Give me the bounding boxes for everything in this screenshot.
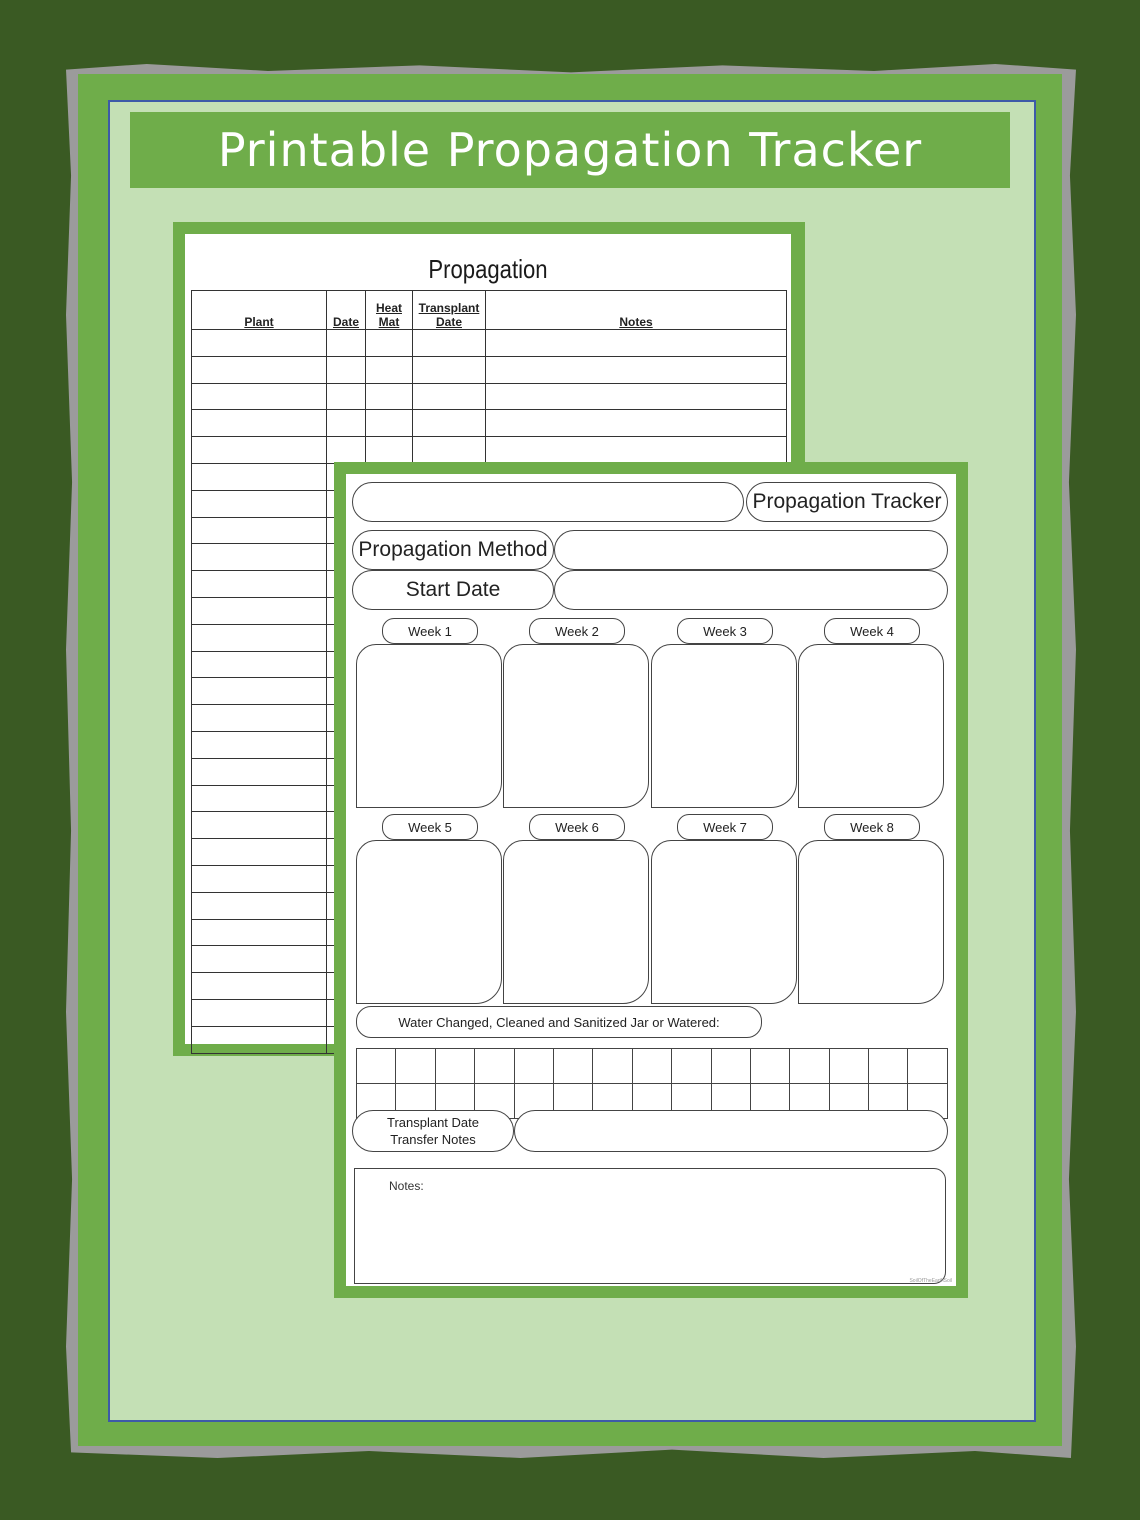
log-cell[interactable] [327, 356, 366, 383]
log-cell[interactable] [327, 410, 366, 437]
grid-cell[interactable] [475, 1049, 514, 1084]
week-label-1: Week 1 [382, 618, 478, 644]
log-cell[interactable] [192, 678, 327, 705]
log-title: Propagation [428, 254, 548, 284]
log-cell[interactable] [486, 437, 787, 464]
grid-cell[interactable] [435, 1049, 474, 1084]
log-cell[interactable] [327, 383, 366, 410]
log-cell[interactable] [192, 383, 327, 410]
log-cell[interactable] [366, 330, 413, 357]
week-box-4[interactable] [798, 644, 944, 808]
log-cell[interactable] [327, 330, 366, 357]
log-cell[interactable] [413, 356, 486, 383]
log-header-row [192, 291, 787, 330]
log-cell[interactable] [192, 490, 327, 517]
grid-cell[interactable] [750, 1049, 789, 1084]
col-heat-mat: Heat Mat [366, 291, 413, 330]
transplant-label-line2: Transfer Notes [390, 1132, 476, 1147]
week-box-5[interactable] [356, 840, 502, 1004]
log-cell[interactable] [192, 356, 327, 383]
tracker-header-label: Propagation Tracker [746, 482, 948, 522]
log-cell[interactable] [192, 544, 327, 571]
week-label-6: Week 6 [529, 814, 625, 840]
log-cell[interactable] [192, 812, 327, 839]
week-label-3: Week 3 [677, 618, 773, 644]
notes-box[interactable] [354, 1168, 946, 1284]
week-label-8: Week 8 [824, 814, 920, 840]
grid-cell[interactable] [711, 1049, 750, 1084]
water-changed-label: Water Changed, Cleaned and Sanitized Jar or Watered: [356, 1006, 762, 1038]
log-cell[interactable] [192, 999, 327, 1026]
grid-cell[interactable] [632, 1049, 671, 1084]
title-banner [130, 112, 1010, 188]
grid-cell[interactable] [593, 1049, 632, 1084]
week-label-5: Week 5 [382, 814, 478, 840]
watermark: SoilOfTheEarthSoil [909, 1278, 952, 1284]
grid-cell[interactable] [829, 1049, 868, 1084]
week-box-8[interactable] [798, 840, 944, 1004]
week-box-6[interactable] [503, 840, 649, 1004]
col-notes: Notes [486, 291, 787, 330]
log-cell[interactable] [192, 571, 327, 598]
log-row [192, 437, 787, 464]
log-cell[interactable] [486, 410, 787, 437]
start-date-label: Start Date [352, 570, 554, 610]
log-cell[interactable] [192, 651, 327, 678]
log-cell[interactable] [192, 437, 327, 464]
log-cell[interactable] [192, 705, 327, 732]
log-cell[interactable] [192, 624, 327, 651]
start-date-field[interactable] [554, 570, 948, 610]
method-field[interactable] [554, 530, 948, 570]
week-label-2: Week 2 [529, 618, 625, 644]
grid-cell[interactable] [672, 1049, 711, 1084]
log-cell[interactable] [192, 973, 327, 1000]
log-cell[interactable] [192, 919, 327, 946]
transplant-label [352, 1110, 514, 1152]
log-cell[interactable] [486, 330, 787, 357]
grid-cell[interactable] [396, 1049, 435, 1084]
log-cell[interactable] [192, 785, 327, 812]
log-cell[interactable] [486, 383, 787, 410]
banner-title: Printable Propagation Tracker [217, 123, 923, 177]
week-label-7: Week 7 [677, 814, 773, 840]
log-cell[interactable] [366, 437, 413, 464]
log-cell[interactable] [192, 330, 327, 357]
grid-cell[interactable] [908, 1049, 948, 1084]
col-plant: Plant [192, 291, 327, 330]
log-cell[interactable] [366, 356, 413, 383]
grid-cell[interactable] [514, 1049, 553, 1084]
log-cell[interactable] [413, 330, 486, 357]
log-cell[interactable] [366, 410, 413, 437]
log-cell[interactable] [192, 865, 327, 892]
log-cell[interactable] [192, 758, 327, 785]
log-row [192, 330, 787, 357]
week-label-4: Week 4 [824, 618, 920, 644]
log-row [192, 383, 787, 410]
log-cell[interactable] [192, 463, 327, 490]
log-cell[interactable] [192, 517, 327, 544]
grid-cell[interactable] [553, 1049, 592, 1084]
method-label: Propagation Method [352, 530, 554, 570]
grid-row [357, 1049, 948, 1084]
grid-cell[interactable] [790, 1049, 829, 1084]
col-transplant-date: Transplant Date [413, 291, 486, 330]
log-cell[interactable] [192, 731, 327, 758]
grid-cell[interactable] [869, 1049, 908, 1084]
log-cell[interactable] [366, 383, 413, 410]
tracker-paper [346, 474, 956, 1286]
log-cell[interactable] [192, 892, 327, 919]
week-box-2[interactable] [503, 644, 649, 808]
transplant-label-line1: Transplant Date [386, 1115, 479, 1130]
log-cell[interactable] [413, 437, 486, 464]
col-date: Date [327, 291, 366, 330]
log-cell[interactable] [327, 437, 366, 464]
log-cell[interactable] [192, 597, 327, 624]
log-row [192, 410, 787, 437]
log-cell[interactable] [192, 839, 327, 866]
propagation-tracker-sheet [334, 462, 968, 1298]
log-cell[interactable] [413, 410, 486, 437]
week-box-7[interactable] [651, 840, 797, 1004]
notes-label: Notes: [389, 1179, 424, 1193]
log-cell[interactable] [192, 1026, 327, 1053]
log-cell[interactable] [192, 410, 327, 437]
transplant-field[interactable] [514, 1110, 948, 1152]
grid-cell[interactable] [357, 1049, 396, 1084]
log-cell[interactable] [192, 946, 327, 973]
water-check-grid [356, 1048, 948, 1119]
log-cell[interactable] [413, 383, 486, 410]
plant-name-field[interactable] [352, 482, 744, 522]
week-box-3[interactable] [651, 644, 797, 808]
log-row [192, 356, 787, 383]
log-cell[interactable] [486, 356, 787, 383]
week-box-1[interactable] [356, 644, 502, 808]
